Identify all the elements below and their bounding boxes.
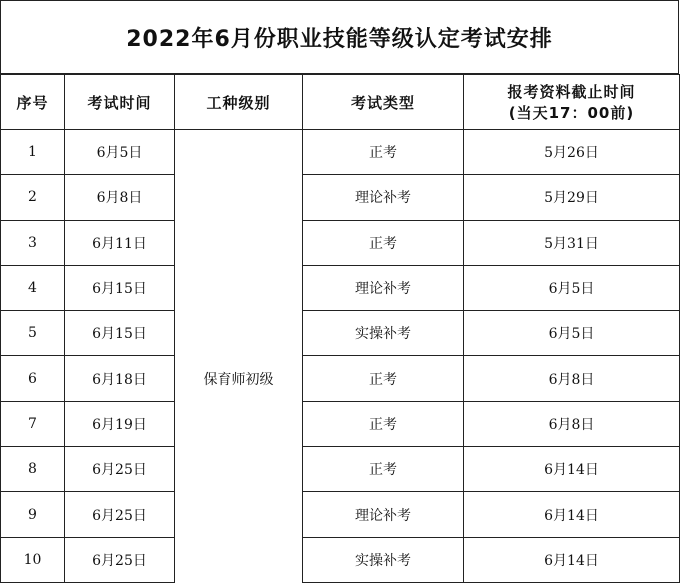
cell-seq: 4 [1, 265, 65, 310]
cell-type: 理论补考 [303, 492, 464, 537]
cell-job-level: 保育师初级 [175, 130, 303, 583]
cell-type: 正考 [303, 356, 464, 401]
cell-type: 实操补考 [303, 537, 464, 582]
cell-type: 实操补考 [303, 311, 464, 356]
cell-type: 理论补考 [303, 265, 464, 310]
table-row [1, 447, 680, 492]
cell-deadline: 5月31日 [464, 220, 680, 265]
table-row [1, 220, 680, 265]
cell-type: 理论补考 [303, 175, 464, 220]
cell-date: 6月5日 [65, 130, 175, 175]
cell-deadline: 5月29日 [464, 175, 680, 220]
cell-deadline: 6月5日 [464, 311, 680, 356]
header-exam-time: 考试时间 [65, 75, 175, 130]
cell-seq: 1 [1, 130, 65, 175]
cell-date: 6月15日 [65, 311, 175, 356]
header-deadline [464, 75, 680, 130]
cell-deadline: 6月8日 [464, 356, 680, 401]
header-exam-type: 考试类型 [303, 75, 464, 130]
table-row [1, 401, 680, 446]
cell-date: 6月11日 [65, 220, 175, 265]
table-row [1, 311, 680, 356]
cell-deadline: 6月14日 [464, 447, 680, 492]
cell-seq: 3 [1, 220, 65, 265]
cell-date: 6月8日 [65, 175, 175, 220]
cell-date: 6月18日 [65, 356, 175, 401]
exam-schedule-table [0, 74, 680, 583]
cell-deadline: 6月14日 [464, 492, 680, 537]
cell-deadline: 6月8日 [464, 401, 680, 446]
cell-date: 6月25日 [65, 537, 175, 582]
table-row [1, 130, 680, 175]
cell-date: 6月25日 [65, 447, 175, 492]
cell-type: 正考 [303, 401, 464, 446]
header-seq: 序号 [1, 75, 65, 130]
table-row [1, 265, 680, 310]
cell-deadline: 6月5日 [464, 265, 680, 310]
cell-type: 正考 [303, 447, 464, 492]
cell-seq: 6 [1, 356, 65, 401]
document-title: 2022年6月份职业技能等级认定考试安排 [0, 0, 679, 74]
cell-seq: 10 [1, 537, 65, 582]
table-row [1, 492, 680, 537]
header-job-level: 工种级别 [175, 75, 303, 130]
cell-seq: 5 [1, 311, 65, 356]
header-deadline-line2: (当天17：00前) [508, 104, 635, 122]
cell-type: 正考 [303, 130, 464, 175]
cell-deadline: 5月26日 [464, 130, 680, 175]
cell-date: 6月25日 [65, 492, 175, 537]
cell-seq: 2 [1, 175, 65, 220]
cell-date: 6月19日 [65, 401, 175, 446]
cell-date: 6月15日 [65, 265, 175, 310]
header-deadline-line1: 报考资料截止时间 [507, 83, 636, 101]
cell-seq: 9 [1, 492, 65, 537]
cell-seq: 8 [1, 447, 65, 492]
cell-deadline: 6月14日 [464, 537, 680, 582]
cell-type: 正考 [303, 220, 464, 265]
table-row [1, 175, 680, 220]
table-header-row [1, 75, 680, 130]
table-row [1, 356, 680, 401]
table-row [1, 537, 680, 582]
cell-seq: 7 [1, 401, 65, 446]
